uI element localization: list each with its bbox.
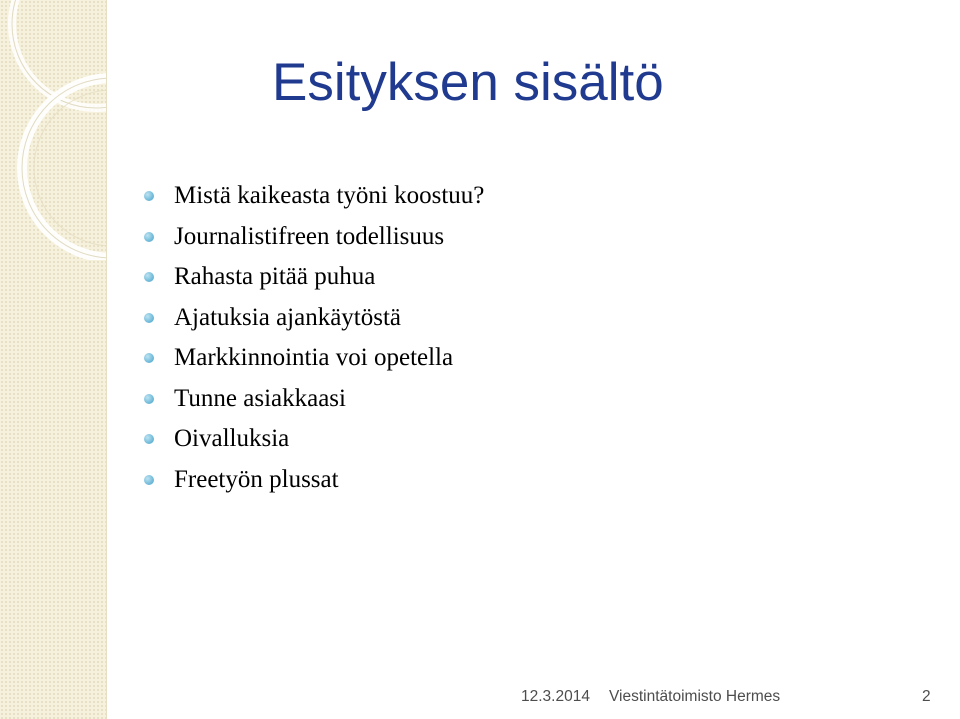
bullet-icon (144, 272, 154, 282)
bullet-icon (144, 232, 154, 242)
bullet-text: Oivalluksia (174, 425, 290, 452)
footer-organization: Viestintätoimisto Hermes (609, 688, 781, 705)
bullet-list (144, 176, 484, 500)
list-item (144, 460, 484, 501)
bullet-text: Tunne asiakkaasi (174, 384, 346, 412)
list-item (144, 217, 484, 258)
list-item (144, 176, 484, 217)
slide-title: Esityksen sisältö (272, 53, 664, 112)
decorative-circles (0, 0, 106, 260)
bullet-icon (144, 394, 154, 404)
bullet-icon (144, 191, 154, 201)
bullet-icon (144, 313, 154, 323)
bullet-icon (144, 353, 154, 363)
bullet-text: Rahasta pitää puhua (174, 263, 376, 290)
bullet-text: Ajatuksia ajankäytöstä (174, 303, 402, 331)
list-item (144, 298, 484, 339)
list-item (144, 257, 484, 298)
slide-number: 2 (922, 688, 931, 705)
list-item (144, 419, 484, 460)
bullet-text: Journalistifreen todellisuus (174, 222, 445, 250)
list-item (144, 379, 484, 420)
bullet-icon (144, 475, 154, 485)
list-item (144, 338, 484, 379)
bullet-text: Mistä kaikeasta työni koostuu? (174, 182, 485, 209)
footer-date: 12.3.2014 (521, 688, 590, 705)
bullet-text: Freetyön plussat (174, 465, 339, 493)
bullet-icon (144, 434, 154, 444)
bullet-text: Markkinnointia voi opetella (174, 344, 454, 371)
